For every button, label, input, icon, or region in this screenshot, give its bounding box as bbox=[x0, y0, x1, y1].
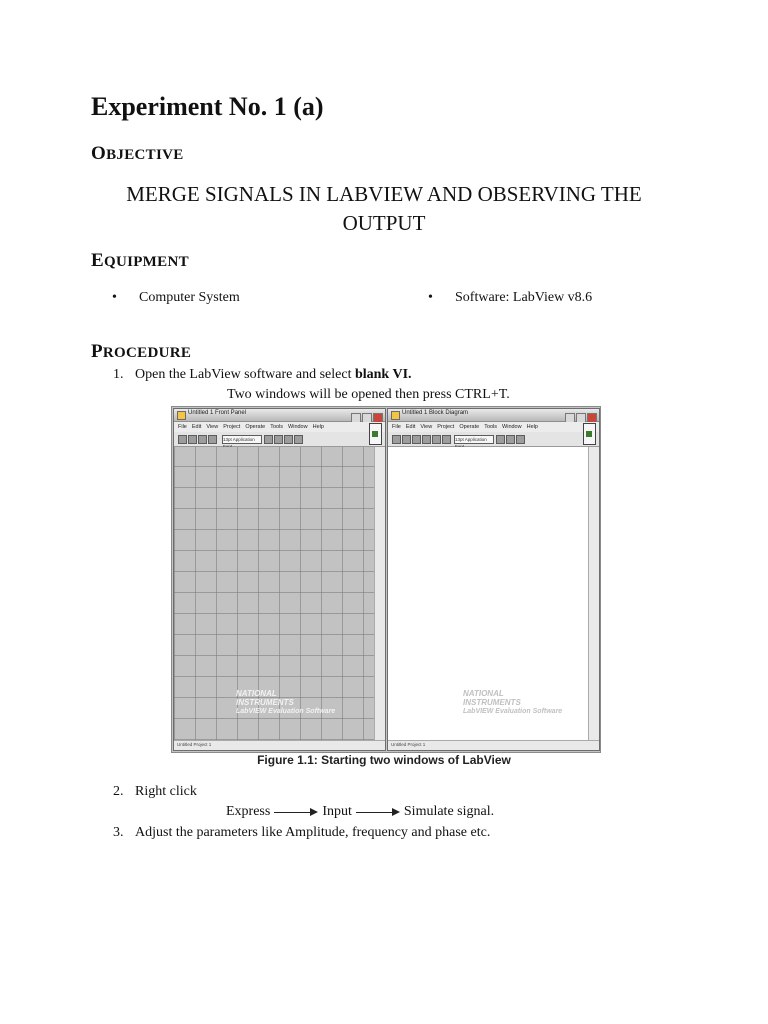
objective-heading-rest: BJECTIVE bbox=[106, 147, 184, 163]
project-status: Untitled Project 1 bbox=[177, 742, 212, 747]
page-title: Experiment No. 1 (a) bbox=[91, 92, 324, 121]
window-title: Untitled 1 Front Panel bbox=[188, 410, 247, 416]
arrow-right-icon bbox=[274, 807, 318, 817]
menu-item: Help bbox=[526, 424, 538, 430]
procedure-heading-rest: ROCEDURE bbox=[102, 345, 192, 361]
highlight-execution-icon bbox=[432, 435, 441, 444]
labview-app-icon bbox=[391, 411, 400, 420]
equipment-heading-initial: E bbox=[91, 250, 104, 271]
align-icon bbox=[496, 435, 505, 444]
block-diagram-window bbox=[387, 408, 600, 751]
step-number: 1. bbox=[113, 367, 124, 382]
watermark-line: INSTRUMENTS bbox=[463, 698, 521, 707]
project-status: Untitled Project 1 bbox=[391, 742, 426, 747]
procedure-step-3 bbox=[113, 825, 490, 841]
ni-watermark bbox=[236, 689, 335, 716]
menu-item: Tools bbox=[270, 424, 284, 430]
step-text-bold: blank VI. bbox=[354, 367, 412, 382]
path-item: Express bbox=[226, 804, 271, 819]
resize-icon bbox=[284, 435, 293, 444]
abort-icon bbox=[198, 435, 207, 444]
run-arrow-icon bbox=[392, 435, 401, 444]
horizontal-scrollbar bbox=[388, 740, 599, 750]
equipment-item-label: Software: LabView v8.6 bbox=[455, 290, 593, 305]
equipment-heading bbox=[91, 250, 189, 272]
objective-heading-initial: O bbox=[91, 143, 107, 164]
vertical-scrollbar bbox=[588, 447, 599, 740]
window-toolbar bbox=[174, 432, 385, 447]
block-diagram-canvas bbox=[388, 447, 588, 740]
step-into-icon bbox=[442, 435, 451, 444]
step-number: 2. bbox=[113, 784, 124, 799]
labview-app-icon bbox=[177, 411, 186, 420]
ni-watermark bbox=[463, 689, 562, 716]
pause-icon bbox=[422, 435, 431, 444]
front-panel-window bbox=[173, 408, 386, 751]
step-text: Open the LabView software and select bbox=[135, 367, 355, 382]
reorder-icon bbox=[294, 435, 303, 444]
menu-item: File bbox=[178, 424, 187, 430]
menu-item: Tools bbox=[484, 424, 498, 430]
window-title: Untitled 1 Block Diagram bbox=[402, 410, 469, 416]
abort-icon bbox=[412, 435, 421, 444]
window-toolbar bbox=[388, 432, 599, 447]
equipment-item-label: Computer System bbox=[139, 290, 240, 305]
step-text: Adjust the parameters like Amplitude, frequency and phase etc. bbox=[135, 825, 491, 840]
procedure-heading-initial: P bbox=[91, 341, 103, 362]
front-panel-grid bbox=[174, 447, 374, 740]
arrow-right-icon bbox=[356, 807, 400, 817]
subtitle-line-2: OUTPUT bbox=[342, 211, 426, 235]
vi-connector-icon bbox=[583, 423, 596, 445]
watermark-line: NATIONAL bbox=[236, 689, 277, 698]
window-menubar bbox=[174, 422, 385, 432]
equipment-item bbox=[112, 290, 240, 306]
font-dropdown: 13pt Application bbox=[454, 435, 494, 444]
menu-item: Edit bbox=[191, 424, 202, 430]
watermark-line: INSTRUMENTS bbox=[236, 698, 294, 707]
express-menu-path bbox=[226, 804, 494, 820]
figure-caption: Figure 1.1: Starting two windows of LabView bbox=[257, 753, 511, 767]
labview-screenshot-figure bbox=[171, 406, 601, 753]
run-arrow-icon bbox=[178, 435, 187, 444]
path-item: Simulate signal. bbox=[403, 804, 495, 819]
font-dropdown: 13pt Application bbox=[222, 435, 262, 444]
distribute-icon bbox=[274, 435, 283, 444]
procedure-step-1 bbox=[113, 367, 412, 383]
run-continuous-icon bbox=[188, 435, 197, 444]
experiment-subtitle bbox=[0, 180, 768, 238]
watermark-line: LabVIEW Evaluation Software bbox=[236, 708, 336, 715]
reorder-icon bbox=[516, 435, 525, 444]
window-titlebar bbox=[174, 409, 385, 422]
menu-item: Project bbox=[437, 424, 455, 430]
window-titlebar bbox=[388, 409, 599, 422]
step-1-note: Two windows will be opened then press CTRL+T. bbox=[227, 387, 510, 402]
step-number: 3. bbox=[113, 825, 124, 840]
menu-item: Operate bbox=[459, 424, 480, 430]
equipment-heading-rest: QUIPMENT bbox=[103, 254, 189, 270]
horizontal-scrollbar bbox=[174, 740, 385, 750]
watermark-line: NATIONAL bbox=[463, 689, 504, 698]
menu-item: Window bbox=[502, 424, 522, 430]
menu-item: View bbox=[206, 424, 219, 430]
path-item: Input bbox=[322, 804, 352, 819]
menu-item: View bbox=[420, 424, 433, 430]
watermark-line: LabVIEW Evaluation Software bbox=[463, 708, 563, 715]
vi-connector-icon bbox=[369, 423, 382, 445]
equipment-item bbox=[428, 290, 592, 306]
procedure-step-2 bbox=[113, 784, 197, 800]
objective-heading bbox=[91, 143, 184, 165]
procedure-heading bbox=[91, 341, 191, 363]
distribute-icon bbox=[506, 435, 515, 444]
menu-item: Window bbox=[288, 424, 308, 430]
window-menubar bbox=[388, 422, 599, 432]
menu-item: File bbox=[392, 424, 401, 430]
bullet-glyph: • bbox=[428, 290, 433, 305]
subtitle-line-1: MERGE SIGNALS IN LABVIEW AND OBSERVING THE bbox=[126, 182, 642, 206]
menu-item: Operate bbox=[245, 424, 266, 430]
step-text: Right click bbox=[135, 784, 197, 799]
run-continuous-icon bbox=[402, 435, 411, 444]
menu-item: Help bbox=[312, 424, 324, 430]
bullet-glyph: • bbox=[112, 290, 117, 305]
align-icon bbox=[264, 435, 273, 444]
menu-item: Edit bbox=[405, 424, 416, 430]
pause-icon bbox=[208, 435, 217, 444]
menu-item: Project bbox=[223, 424, 241, 430]
vertical-scrollbar bbox=[374, 447, 385, 740]
